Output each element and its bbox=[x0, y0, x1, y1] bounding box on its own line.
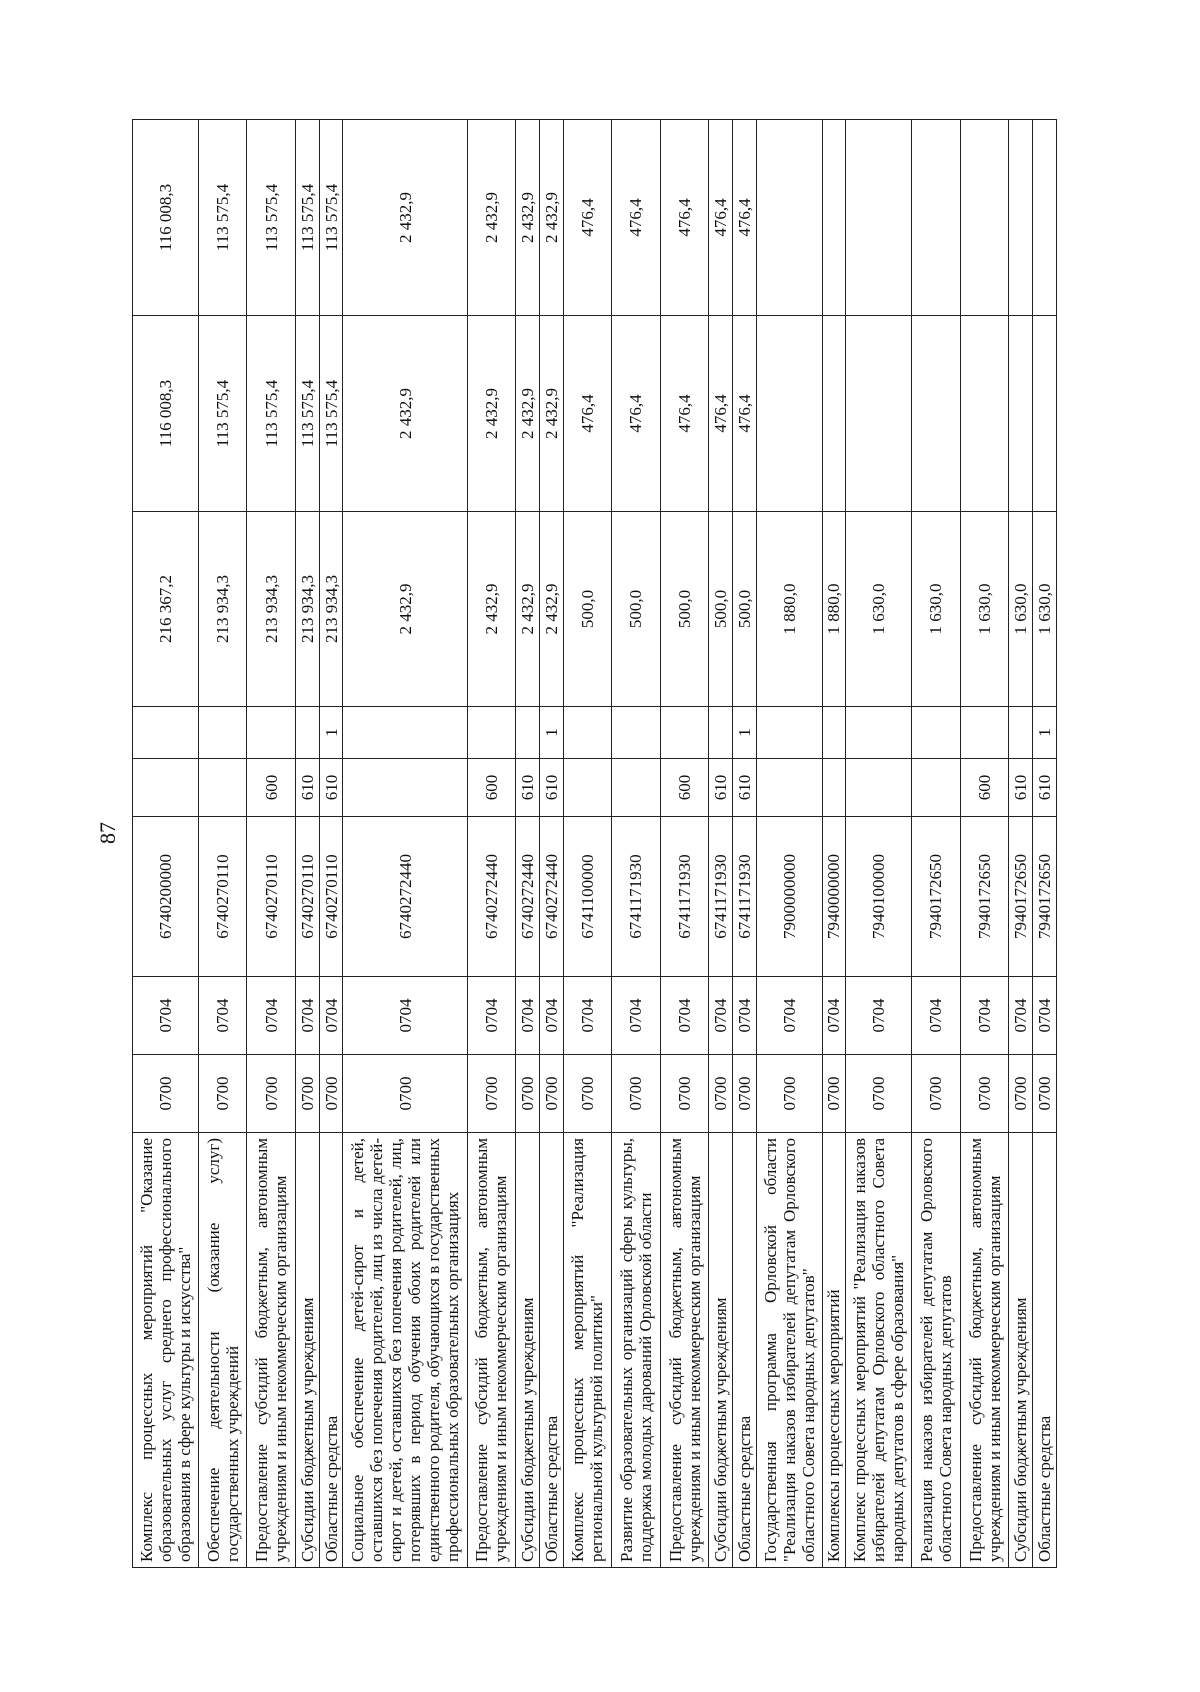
cell-expense-type bbox=[343, 759, 467, 817]
cell-name: Социальное обеспечение детей-сирот и детей, оставшихся без попечения родителей, лиц из числа детей-сирот и детей, оставшихся без попечения родителей, лиц, потерявших в период обучения обоих родителей или единственного родителя, обучающихся в государственных профессиональных образовательных организациях bbox=[343, 1133, 467, 1568]
budget-table-body bbox=[133, 120, 1057, 1568]
cell-name: Развитие образовательных организаций сферы культуры, поддержка молодых дарований Орловской области bbox=[612, 1133, 661, 1568]
table-row bbox=[960, 120, 1009, 1568]
cell-source-code bbox=[198, 707, 247, 759]
cell-source-code bbox=[612, 707, 661, 759]
cell-expense-type bbox=[822, 759, 846, 817]
table-row bbox=[912, 120, 961, 1568]
cell-target-article: 6740272440 bbox=[467, 817, 516, 977]
cell-amount-2: 476,4 bbox=[563, 316, 612, 512]
cell-expense-type: 610 bbox=[1009, 759, 1033, 817]
cell-name: Комплексы процессных мероприятий bbox=[822, 1133, 846, 1568]
cell-source-code bbox=[247, 707, 296, 759]
cell-expense-type: 600 bbox=[247, 759, 296, 817]
cell-amount-2 bbox=[846, 316, 912, 512]
cell-expense-type: 600 bbox=[960, 759, 1009, 817]
cell-amount-2: 476,4 bbox=[709, 316, 733, 512]
cell-expense-type: 610 bbox=[1033, 759, 1057, 817]
cell-amount-2: 2 432,9 bbox=[467, 316, 516, 512]
cell-amount-1: 2 432,9 bbox=[539, 512, 563, 707]
cell-subsection: 0704 bbox=[822, 977, 846, 1055]
cell-amount-3 bbox=[822, 120, 846, 316]
cell-target-article: 7940172650 bbox=[1009, 817, 1033, 977]
cell-name: Предоставление субсидий бюджетным, автономным учреждениям и иным некоммерческим организациям bbox=[467, 1133, 516, 1568]
cell-amount-3: 113 575,4 bbox=[295, 120, 319, 316]
cell-target-article: 6740270110 bbox=[247, 817, 296, 977]
cell-section: 0700 bbox=[660, 1055, 709, 1133]
cell-amount-3: 476,4 bbox=[733, 120, 757, 316]
cell-amount-2: 2 432,9 bbox=[539, 316, 563, 512]
cell-expense-type: 610 bbox=[539, 759, 563, 817]
cell-amount-1: 213 934,3 bbox=[319, 512, 343, 707]
cell-amount-1: 500,0 bbox=[709, 512, 733, 707]
cell-name: Реализация наказов избирателей депутатам Орловского областного Совета народных депутатов bbox=[912, 1133, 961, 1568]
cell-name: Предоставление субсидий бюджетным, автономным учреждениям и иным некоммерческим организациям bbox=[660, 1133, 709, 1568]
cell-amount-2 bbox=[1033, 316, 1057, 512]
page-number: 87 bbox=[95, 822, 120, 844]
cell-amount-2: 2 432,9 bbox=[343, 316, 467, 512]
cell-expense-type bbox=[846, 759, 912, 817]
cell-expense-type: 600 bbox=[660, 759, 709, 817]
cell-target-article: 6741171930 bbox=[709, 817, 733, 977]
cell-source-code bbox=[822, 707, 846, 759]
cell-section: 0700 bbox=[733, 1055, 757, 1133]
cell-target-article: 6740270110 bbox=[295, 817, 319, 977]
cell-amount-3 bbox=[912, 120, 961, 316]
cell-name: Субсидии бюджетным учреждениям bbox=[1009, 1133, 1033, 1568]
cell-amount-2 bbox=[1009, 316, 1033, 512]
cell-target-article: 7940000000 bbox=[822, 817, 846, 977]
cell-source-code bbox=[960, 707, 1009, 759]
table-row bbox=[1009, 120, 1033, 1568]
cell-target-article: 6740200000 bbox=[133, 817, 199, 977]
table-row bbox=[756, 120, 822, 1568]
cell-name: Субсидии бюджетным учреждениям bbox=[516, 1133, 540, 1568]
cell-section: 0700 bbox=[563, 1055, 612, 1133]
cell-section: 0700 bbox=[295, 1055, 319, 1133]
cell-expense-type: 600 bbox=[467, 759, 516, 817]
cell-source-code: 1 bbox=[539, 707, 563, 759]
cell-source-code bbox=[467, 707, 516, 759]
cell-amount-3: 113 575,4 bbox=[198, 120, 247, 316]
cell-amount-2: 116 008,3 bbox=[133, 316, 199, 512]
cell-section: 0700 bbox=[756, 1055, 822, 1133]
cell-section: 0700 bbox=[247, 1055, 296, 1133]
cell-amount-1: 1 630,0 bbox=[912, 512, 961, 707]
table-row bbox=[733, 120, 757, 1568]
cell-section: 0700 bbox=[1033, 1055, 1057, 1133]
cell-amount-2: 476,4 bbox=[733, 316, 757, 512]
cell-section: 0700 bbox=[912, 1055, 961, 1133]
cell-source-code bbox=[516, 707, 540, 759]
cell-source-code bbox=[846, 707, 912, 759]
cell-subsection: 0704 bbox=[660, 977, 709, 1055]
cell-section: 0700 bbox=[960, 1055, 1009, 1133]
cell-section: 0700 bbox=[709, 1055, 733, 1133]
cell-section: 0700 bbox=[198, 1055, 247, 1133]
table-row bbox=[133, 120, 199, 1568]
cell-amount-2: 476,4 bbox=[612, 316, 661, 512]
cell-source-code: 1 bbox=[733, 707, 757, 759]
cell-target-article: 7940172650 bbox=[1033, 817, 1057, 977]
cell-subsection: 0704 bbox=[516, 977, 540, 1055]
cell-expense-type bbox=[133, 759, 199, 817]
cell-expense-type: 610 bbox=[516, 759, 540, 817]
cell-expense-type: 610 bbox=[295, 759, 319, 817]
cell-section: 0700 bbox=[467, 1055, 516, 1133]
cell-amount-1: 1 630,0 bbox=[960, 512, 1009, 707]
cell-target-article: 6741171930 bbox=[612, 817, 661, 977]
cell-name: Субсидии бюджетным учреждениям bbox=[295, 1133, 319, 1568]
cell-target-article: 7900000000 bbox=[756, 817, 822, 977]
table-row bbox=[846, 120, 912, 1568]
cell-amount-1: 1 630,0 bbox=[846, 512, 912, 707]
cell-amount-3 bbox=[1033, 120, 1057, 316]
cell-target-article: 6741171930 bbox=[733, 817, 757, 977]
cell-amount-1: 1 880,0 bbox=[822, 512, 846, 707]
cell-expense-type bbox=[612, 759, 661, 817]
cell-amount-2: 2 432,9 bbox=[516, 316, 540, 512]
cell-amount-1: 1 630,0 bbox=[1033, 512, 1057, 707]
table-row bbox=[612, 120, 661, 1568]
cell-source-code bbox=[756, 707, 822, 759]
cell-amount-3: 2 432,9 bbox=[343, 120, 467, 316]
cell-source-code bbox=[295, 707, 319, 759]
cell-target-article: 7940100000 bbox=[846, 817, 912, 977]
cell-expense-type: 610 bbox=[319, 759, 343, 817]
cell-name: Областные средства bbox=[733, 1133, 757, 1568]
cell-amount-3: 116 008,3 bbox=[133, 120, 199, 316]
table-row bbox=[1033, 120, 1057, 1568]
cell-amount-1: 1 630,0 bbox=[1009, 512, 1033, 707]
cell-amount-3: 2 432,9 bbox=[539, 120, 563, 316]
cell-subsection: 0704 bbox=[1033, 977, 1057, 1055]
cell-amount-3 bbox=[960, 120, 1009, 316]
table-row bbox=[467, 120, 516, 1568]
cell-subsection: 0704 bbox=[539, 977, 563, 1055]
cell-amount-1: 500,0 bbox=[733, 512, 757, 707]
cell-name: Обеспечение деятельности (оказание услуг) государственных учреждений bbox=[198, 1133, 247, 1568]
table-row bbox=[198, 120, 247, 1568]
cell-subsection: 0704 bbox=[133, 977, 199, 1055]
cell-target-article: 6740270110 bbox=[198, 817, 247, 977]
cell-amount-3 bbox=[1009, 120, 1033, 316]
cell-amount-2 bbox=[912, 316, 961, 512]
cell-subsection: 0704 bbox=[612, 977, 661, 1055]
cell-amount-2: 113 575,4 bbox=[295, 316, 319, 512]
cell-target-article: 7940172650 bbox=[912, 817, 961, 977]
cell-amount-1: 2 432,9 bbox=[467, 512, 516, 707]
cell-name: Областные средства bbox=[1033, 1133, 1057, 1568]
cell-amount-3: 476,4 bbox=[563, 120, 612, 316]
cell-amount-3: 113 575,4 bbox=[319, 120, 343, 316]
table-row bbox=[319, 120, 343, 1568]
cell-amount-2: 113 575,4 bbox=[319, 316, 343, 512]
cell-section: 0700 bbox=[539, 1055, 563, 1133]
cell-amount-1: 500,0 bbox=[660, 512, 709, 707]
table-row bbox=[516, 120, 540, 1568]
cell-name: Государственная программа Орловской области "Реализация наказов избирателей депутатам Орловского областного Совета народных депутатов" bbox=[756, 1133, 822, 1568]
cell-subsection: 0704 bbox=[912, 977, 961, 1055]
cell-amount-2 bbox=[756, 316, 822, 512]
cell-amount-1: 1 880,0 bbox=[756, 512, 822, 707]
cell-subsection: 0704 bbox=[247, 977, 296, 1055]
cell-name: Комплекс процессных мероприятий "Реализация региональной культурной политики" bbox=[563, 1133, 612, 1568]
cell-target-article: 6740272440 bbox=[539, 817, 563, 977]
cell-section: 0700 bbox=[516, 1055, 540, 1133]
table-row bbox=[822, 120, 846, 1568]
cell-amount-2 bbox=[960, 316, 1009, 512]
table-row bbox=[709, 120, 733, 1568]
cell-source-code: 1 bbox=[319, 707, 343, 759]
cell-amount-3: 2 432,9 bbox=[467, 120, 516, 316]
cell-name: Предоставление субсидий бюджетным, автономным учреждениям и иным некоммерческим организациям bbox=[247, 1133, 296, 1568]
cell-source-code bbox=[1009, 707, 1033, 759]
cell-target-article: 6740272440 bbox=[516, 817, 540, 977]
cell-target-article: 7940172650 bbox=[960, 817, 1009, 977]
cell-source-code bbox=[660, 707, 709, 759]
cell-subsection: 0704 bbox=[198, 977, 247, 1055]
cell-section: 0700 bbox=[1009, 1055, 1033, 1133]
cell-expense-type bbox=[912, 759, 961, 817]
cell-subsection: 0704 bbox=[846, 977, 912, 1055]
cell-name: Субсидии бюджетным учреждениям bbox=[709, 1133, 733, 1568]
cell-section: 0700 bbox=[133, 1055, 199, 1133]
cell-amount-3: 2 432,9 bbox=[516, 120, 540, 316]
cell-subsection: 0704 bbox=[1009, 977, 1033, 1055]
cell-subsection: 0704 bbox=[563, 977, 612, 1055]
cell-amount-1: 213 934,3 bbox=[295, 512, 319, 707]
cell-subsection: 0704 bbox=[343, 977, 467, 1055]
cell-amount-2 bbox=[822, 316, 846, 512]
cell-name: Областные средства bbox=[319, 1133, 343, 1568]
cell-amount-2: 476,4 bbox=[660, 316, 709, 512]
table-row bbox=[539, 120, 563, 1568]
table-row bbox=[660, 120, 709, 1568]
table-row bbox=[295, 120, 319, 1568]
cell-target-article: 6741100000 bbox=[563, 817, 612, 977]
cell-name: Комплекс процессных мероприятий "Реализация наказов избирателей депутатам Орловского областного Совета народных депутатов в сфере образования" bbox=[846, 1133, 912, 1568]
cell-expense-type bbox=[563, 759, 612, 817]
cell-amount-1: 500,0 bbox=[612, 512, 661, 707]
cell-source-code: 1 bbox=[1033, 707, 1057, 759]
cell-amount-3: 113 575,4 bbox=[247, 120, 296, 316]
cell-subsection: 0704 bbox=[960, 977, 1009, 1055]
cell-name: Предоставление субсидий бюджетным, автономным учреждениям и иным некоммерческим организациям bbox=[960, 1133, 1009, 1568]
cell-subsection: 0704 bbox=[467, 977, 516, 1055]
cell-expense-type: 610 bbox=[733, 759, 757, 817]
cell-amount-3 bbox=[846, 120, 912, 316]
cell-amount-3 bbox=[756, 120, 822, 316]
cell-amount-3: 476,4 bbox=[612, 120, 661, 316]
table-row bbox=[563, 120, 612, 1568]
cell-target-article: 6740272440 bbox=[343, 817, 467, 977]
cell-name: Комплекс процессных мероприятий "Оказание образовательных услуг среднего профессионального образования в сфере культуры и искусства" bbox=[133, 1133, 199, 1568]
cell-amount-3: 476,4 bbox=[660, 120, 709, 316]
cell-section: 0700 bbox=[846, 1055, 912, 1133]
cell-expense-type bbox=[198, 759, 247, 817]
cell-amount-1: 500,0 bbox=[563, 512, 612, 707]
cell-amount-1: 2 432,9 bbox=[516, 512, 540, 707]
cell-subsection: 0704 bbox=[319, 977, 343, 1055]
table-row bbox=[247, 120, 296, 1568]
cell-source-code bbox=[912, 707, 961, 759]
budget-table bbox=[132, 119, 1057, 1568]
cell-subsection: 0704 bbox=[709, 977, 733, 1055]
cell-source-code bbox=[563, 707, 612, 759]
cell-amount-1: 213 934,3 bbox=[198, 512, 247, 707]
cell-amount-2: 113 575,4 bbox=[247, 316, 296, 512]
cell-subsection: 0704 bbox=[756, 977, 822, 1055]
cell-amount-3: 476,4 bbox=[709, 120, 733, 316]
cell-subsection: 0704 bbox=[733, 977, 757, 1055]
cell-section: 0700 bbox=[343, 1055, 467, 1133]
cell-amount-1: 216 367,2 bbox=[133, 512, 199, 707]
table-row bbox=[343, 120, 467, 1568]
cell-subsection: 0704 bbox=[295, 977, 319, 1055]
cell-amount-2: 113 575,4 bbox=[198, 316, 247, 512]
cell-section: 0700 bbox=[319, 1055, 343, 1133]
cell-amount-1: 213 934,3 bbox=[247, 512, 296, 707]
cell-section: 0700 bbox=[612, 1055, 661, 1133]
rotated-page-content bbox=[132, 120, 1057, 1568]
cell-expense-type: 610 bbox=[709, 759, 733, 817]
cell-section: 0700 bbox=[822, 1055, 846, 1133]
cell-name: Областные средства bbox=[539, 1133, 563, 1568]
cell-source-code bbox=[709, 707, 733, 759]
cell-amount-1: 2 432,9 bbox=[343, 512, 467, 707]
cell-source-code bbox=[343, 707, 467, 759]
cell-target-article: 6740270110 bbox=[319, 817, 343, 977]
cell-source-code bbox=[133, 707, 199, 759]
cell-target-article: 6741171930 bbox=[660, 817, 709, 977]
cell-expense-type bbox=[756, 759, 822, 817]
